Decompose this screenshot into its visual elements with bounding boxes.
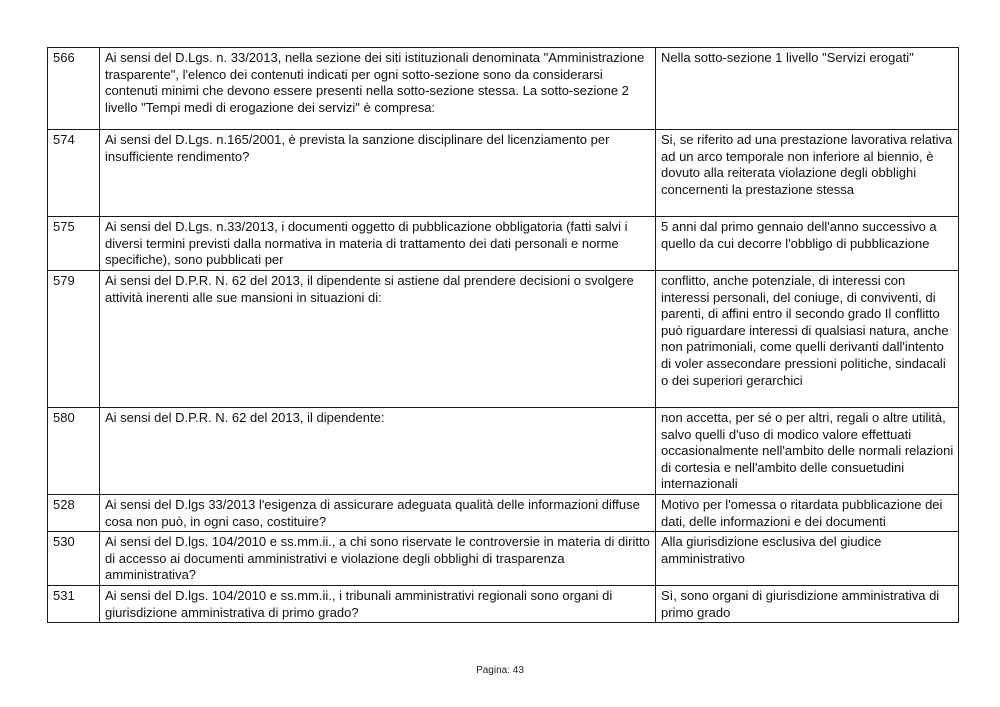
- question-text: Ai sensi del D.P.R. N. 62 del 2013, il dipendente:: [100, 408, 656, 495]
- question-id: 528: [48, 495, 100, 532]
- answer-text: Sì, sono organi di giurisdizione amministrativa di primo grado: [656, 586, 959, 623]
- table-row: [48, 217, 959, 271]
- table-row: [48, 130, 959, 217]
- question-id: 566: [48, 48, 100, 130]
- answer-text: 5 anni dal primo gennaio dell'anno successivo a quello da cui decorre l'obbligo di pubblicazione: [656, 217, 959, 271]
- question-text: Ai sensi del D.Lgs. n.165/2001, è prevista la sanzione disciplinare del licenziamento per insufficiente rendimento?: [100, 130, 656, 217]
- questions-table: [47, 47, 959, 623]
- question-id: 580: [48, 408, 100, 495]
- answer-text: Motivo per l'omessa o ritardata pubblicazione dei dati, delle informazioni e dei documenti: [656, 495, 959, 532]
- question-text: Ai sensi del D.lgs 33/2013 l'esigenza di assicurare adeguata qualità delle informazioni diffuse cosa non può, in ogni caso, costituire?: [100, 495, 656, 532]
- table-row: [48, 271, 959, 408]
- table-row: [48, 408, 959, 495]
- question-text: Ai sensi del D.lgs. 104/2010 e ss.mm.ii., a chi sono riservate le controversie in materia di diritto di accesso ai documenti amministrativi e violazione degli obblighi di trasparenza amministrativa?: [100, 532, 656, 586]
- question-text: Ai sensi del D.Lgs. n. 33/2013, nella sezione dei siti istituzionali denominata "Amministrazione trasparente", l'elenco dei contenuti indicati per ogni sotto-sezione sono da considerarsi contenuti minimi che devono essere presenti nella sotto-sezione stessa. La sotto-sezione 2 livello "Tempi medi di erogazione dei servizi" è compresa:: [100, 48, 656, 130]
- question-id: 575: [48, 217, 100, 271]
- table-row: [48, 586, 959, 623]
- answer-text: Alla giurisdizione esclusiva del giudice amministrativo: [656, 532, 959, 586]
- question-id: 574: [48, 130, 100, 217]
- answer-text: non accetta, per sé o per altri, regali o altre utilità, salvo quelli d'uso di modico valore effettuati occasionalmente nell'ambito delle normali relazioni di cortesia e nell'ambito delle consuetudini internazionali: [656, 408, 959, 495]
- question-text: Ai sensi del D.lgs. 104/2010 e ss.mm.ii., i tribunali amministrativi regionali sono organi di giurisdizione amministrativa di primo grado?: [100, 586, 656, 623]
- question-id: 579: [48, 271, 100, 408]
- questions-table-body: [48, 48, 959, 623]
- question-id: 531: [48, 586, 100, 623]
- table-row: [48, 48, 959, 130]
- question-text: Ai sensi del D.Lgs. n.33/2013, i documenti oggetto di pubblicazione obbligatoria (fatti salvi i diversi termini previsti dalla normativa in materia di trattamento dei dati personali e norme specifiche), sono pubblicati per: [100, 217, 656, 271]
- answer-text: Si, se riferito ad una prestazione lavorativa relativa ad un arco temporale non inferiore al biennio, è dovuto alla reiterata violazione degli obblighi concernenti la prestazione stessa: [656, 130, 959, 217]
- answer-text: Nella sotto-sezione 1 livello "Servizi erogati": [656, 48, 959, 130]
- table-row: [48, 532, 959, 586]
- question-id: 530: [48, 532, 100, 586]
- table-row: [48, 495, 959, 532]
- answer-text: conflitto, anche potenziale, di interessi con interessi personali, del coniuge, di conviventi, di parenti, di affini entro il secondo grado Il conflitto può riguardare interessi di qualsiasi natura, anche non patrimoniali, come quelli derivanti dall'intento di voler assecondare pressioni politiche, sindacali o dei superiori gerarchici: [656, 271, 959, 408]
- question-text: Ai sensi del D.P.R. N. 62 del 2013, il dipendente si astiene dal prendere decisioni o svolgere attività inerenti alle sue mansioni in situazioni di:: [100, 271, 656, 408]
- page-number: Pagina: 43: [476, 665, 524, 676]
